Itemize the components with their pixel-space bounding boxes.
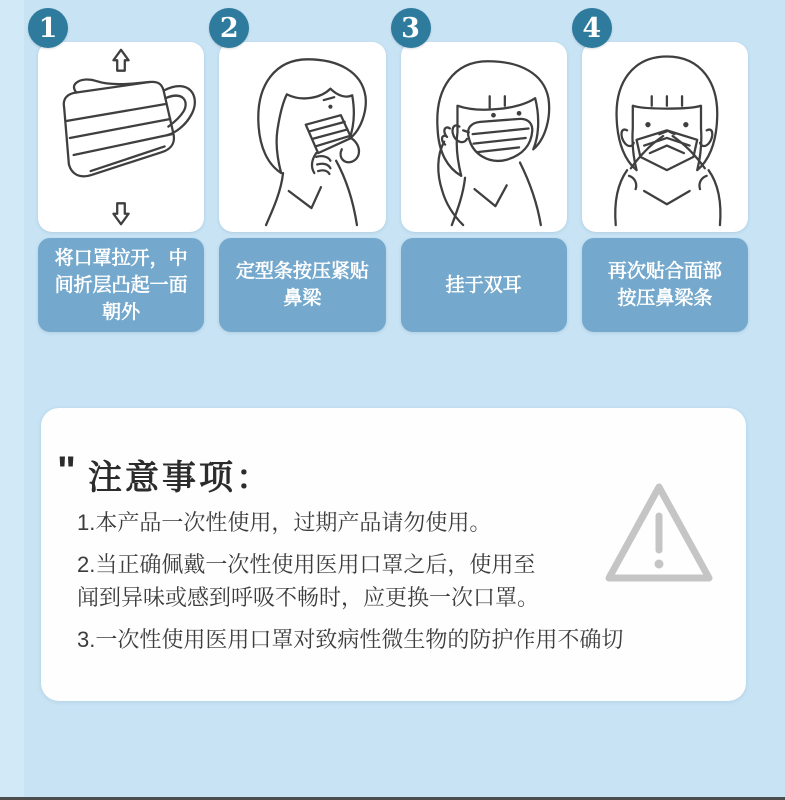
step-3-number-badge: 3: [391, 8, 431, 48]
precautions-title-text: 注意事项：: [87, 459, 273, 497]
hang-on-ears-illustration: [408, 47, 560, 227]
caption-line: 间折层凸起一面: [54, 274, 188, 296]
precaution-item-2: [77, 548, 652, 614]
step-2-number-badge: 2: [209, 8, 249, 48]
caption-line: 定型条按压紧贴: [235, 261, 369, 282]
precaution-item-1: [77, 506, 652, 539]
precautions-list: [77, 506, 652, 665]
precaution-line: 1.本产品一次性使用，过期产品请勿使用。: [77, 510, 492, 535]
step-3-caption: [401, 238, 567, 332]
left-edge-strip: [0, 0, 24, 800]
down-arrow-icon: [114, 203, 129, 224]
fit-face-press-nose-bridge-illustration: [589, 47, 741, 227]
caption-line: 挂于双耳: [445, 274, 522, 296]
caption-line: 鼻梁: [283, 288, 322, 309]
caption-line: 按压鼻梁条: [617, 288, 713, 309]
caption-line: 将口罩拉开，中: [54, 247, 188, 269]
up-arrow-icon: [114, 50, 129, 71]
precaution-line: 闻到异味或感到呼吸不畅时，应更换一次口罩。: [77, 585, 540, 610]
step-3-illustration-card: [401, 42, 567, 232]
mask-pulled-open-illustration: [45, 47, 197, 227]
step-2-caption: [219, 238, 385, 332]
precaution-item-3: [77, 623, 652, 656]
step-2: [219, 8, 385, 332]
quote-mark: ": [57, 449, 76, 493]
precautions-title: [57, 450, 273, 499]
step-2-illustration-card: [219, 42, 385, 232]
step-3: [401, 8, 567, 332]
precaution-line: 3.一次性使用医用口罩对致病性微生物的防护作用不确切: [77, 627, 624, 652]
step-4-caption: [582, 238, 748, 332]
warning-triangle-icon: [602, 480, 716, 595]
step-4-illustration-card: [582, 42, 748, 232]
step-1-number-badge: 1: [28, 8, 68, 48]
precaution-line: 2.当正确佩戴一次性使用医用口罩之后，使用至: [77, 552, 536, 577]
step-1-illustration-card: [38, 42, 204, 232]
caption-line: 朝外: [102, 301, 141, 323]
step-1-caption: [38, 238, 204, 332]
caption-line: 再次贴合面部: [607, 261, 722, 282]
step-4: [582, 8, 748, 332]
disposable-mask-drawing: [64, 80, 195, 177]
precautions-card: [41, 408, 746, 701]
mask-wearing-steps: [38, 8, 748, 332]
step-4-number-badge: 4: [572, 8, 612, 48]
press-nose-strip-illustration: [226, 47, 378, 227]
step-1: [38, 8, 204, 332]
